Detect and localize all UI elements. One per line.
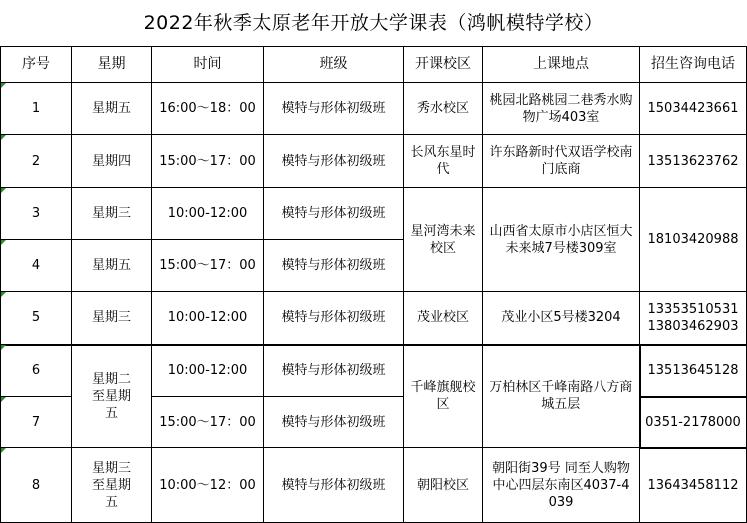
cell-weekday: 星期三 xyxy=(72,292,152,345)
header-time: 时间 xyxy=(152,47,264,83)
cell-comment-marker xyxy=(1,448,6,453)
cell-comment-marker xyxy=(1,188,6,193)
table-row xyxy=(1,83,747,135)
cell-time: 16:00～18：00 xyxy=(152,83,264,135)
cell-time: 10:00～12：00 xyxy=(152,448,264,523)
cell-weekday: 星期二至星期五 xyxy=(72,345,152,448)
cell-comment-marker xyxy=(1,292,6,297)
cell-weekday: 星期五 xyxy=(72,240,152,292)
cell-location: 万柏林区千峰南路八方商城五层 xyxy=(483,345,640,448)
cell-no: 7 xyxy=(1,397,72,448)
cell-comment-marker xyxy=(1,83,6,88)
cell-no: 6 xyxy=(1,345,72,397)
cell-location: 朝阳街39号 同至人购物中心四层东南区4037-4039 xyxy=(483,448,640,523)
table-row xyxy=(1,292,747,345)
cell-campus: 茂业校区 xyxy=(404,292,483,345)
cell-time: 15:00～17：00 xyxy=(152,135,264,188)
cell-weekday: 星期四 xyxy=(72,135,152,188)
cell-location: 山西省太原市小店区恒大未来城7号楼309室 xyxy=(483,188,640,292)
cell-class: 模特与形体初级班 xyxy=(264,397,404,448)
cell-location: 茂业小区5号楼3204 xyxy=(483,292,640,345)
cell-comment-marker xyxy=(1,135,6,140)
cell-weekday: 星期三至星期五 xyxy=(72,448,152,523)
header-phone: 招生咨询电话 xyxy=(640,47,747,83)
table-row xyxy=(1,448,747,523)
cell-time: 15:00～17：00 xyxy=(152,240,264,292)
schedule-table xyxy=(0,46,747,523)
cell-class: 模特与形体初级班 xyxy=(264,135,404,188)
table-row xyxy=(1,345,747,397)
cell-phone: 18103420988 xyxy=(640,188,747,292)
cell-campus: 千峰旗舰校区 xyxy=(404,345,483,448)
cell-no: 1 xyxy=(1,83,72,135)
cell-campus: 星河湾未来校区 xyxy=(404,188,483,292)
cell-weekday: 星期三 xyxy=(72,188,152,240)
cell-phone xyxy=(640,292,747,345)
phone-line: 13803462903 xyxy=(647,318,739,334)
table-row xyxy=(1,188,747,240)
page-title: 2022年秋季太原老年开放大学课表（鸿帆模特学校） xyxy=(143,12,604,34)
table-header-row xyxy=(1,47,747,83)
cell-no: 5 xyxy=(1,292,72,345)
header-class: 班级 xyxy=(264,47,404,83)
cell-campus: 长风东星时代 xyxy=(404,135,483,188)
table-row xyxy=(1,135,747,188)
cell-comment-marker xyxy=(1,240,6,245)
cell-campus: 秀水校区 xyxy=(404,83,483,135)
header-location: 上课地点 xyxy=(483,47,640,83)
cell-class: 模特与形体初级班 xyxy=(264,345,404,397)
cell-phone: 15034423661 xyxy=(640,83,747,135)
cell-class: 模特与形体初级班 xyxy=(264,448,404,523)
cell-phone: 0351-2178000 xyxy=(640,397,747,448)
cell-phone: 13643458112 xyxy=(640,448,747,523)
cell-class: 模特与形体初级班 xyxy=(264,240,404,292)
cell-comment-marker xyxy=(1,345,6,350)
header-campus: 开课校区 xyxy=(404,47,483,83)
header-weekday: 星期 xyxy=(72,47,152,83)
cell-class: 模特与形体初级班 xyxy=(264,188,404,240)
cell-time: 15:00～17：00 xyxy=(152,397,264,448)
cell-time: 10:00-12:00 xyxy=(152,188,264,240)
cell-no: 3 xyxy=(1,188,72,240)
cell-class: 模特与形体初级班 xyxy=(264,83,404,135)
cell-phone: 13513623762 xyxy=(640,135,747,188)
cell-phone: 13513645128 xyxy=(640,345,747,397)
cell-no: 4 xyxy=(1,240,72,292)
cell-time: 10:00-12:00 xyxy=(152,345,264,397)
cell-class: 模特与形体初级班 xyxy=(264,292,404,345)
cell-no: 2 xyxy=(1,135,72,188)
cell-no: 8 xyxy=(1,448,72,523)
cell-time: 10:00-12:00 xyxy=(152,292,264,345)
cell-location: 许东路新时代双语学校南门底商 xyxy=(483,135,640,188)
cell-location: 桃园北路桃园二巷秀水购物广场403室 xyxy=(483,83,640,135)
cell-weekday: 星期五 xyxy=(72,83,152,135)
cell-campus: 朝阳校区 xyxy=(404,448,483,523)
cell-comment-marker xyxy=(1,397,6,402)
phone-line: 13353510531 xyxy=(647,301,739,317)
header-no: 序号 xyxy=(1,47,72,83)
